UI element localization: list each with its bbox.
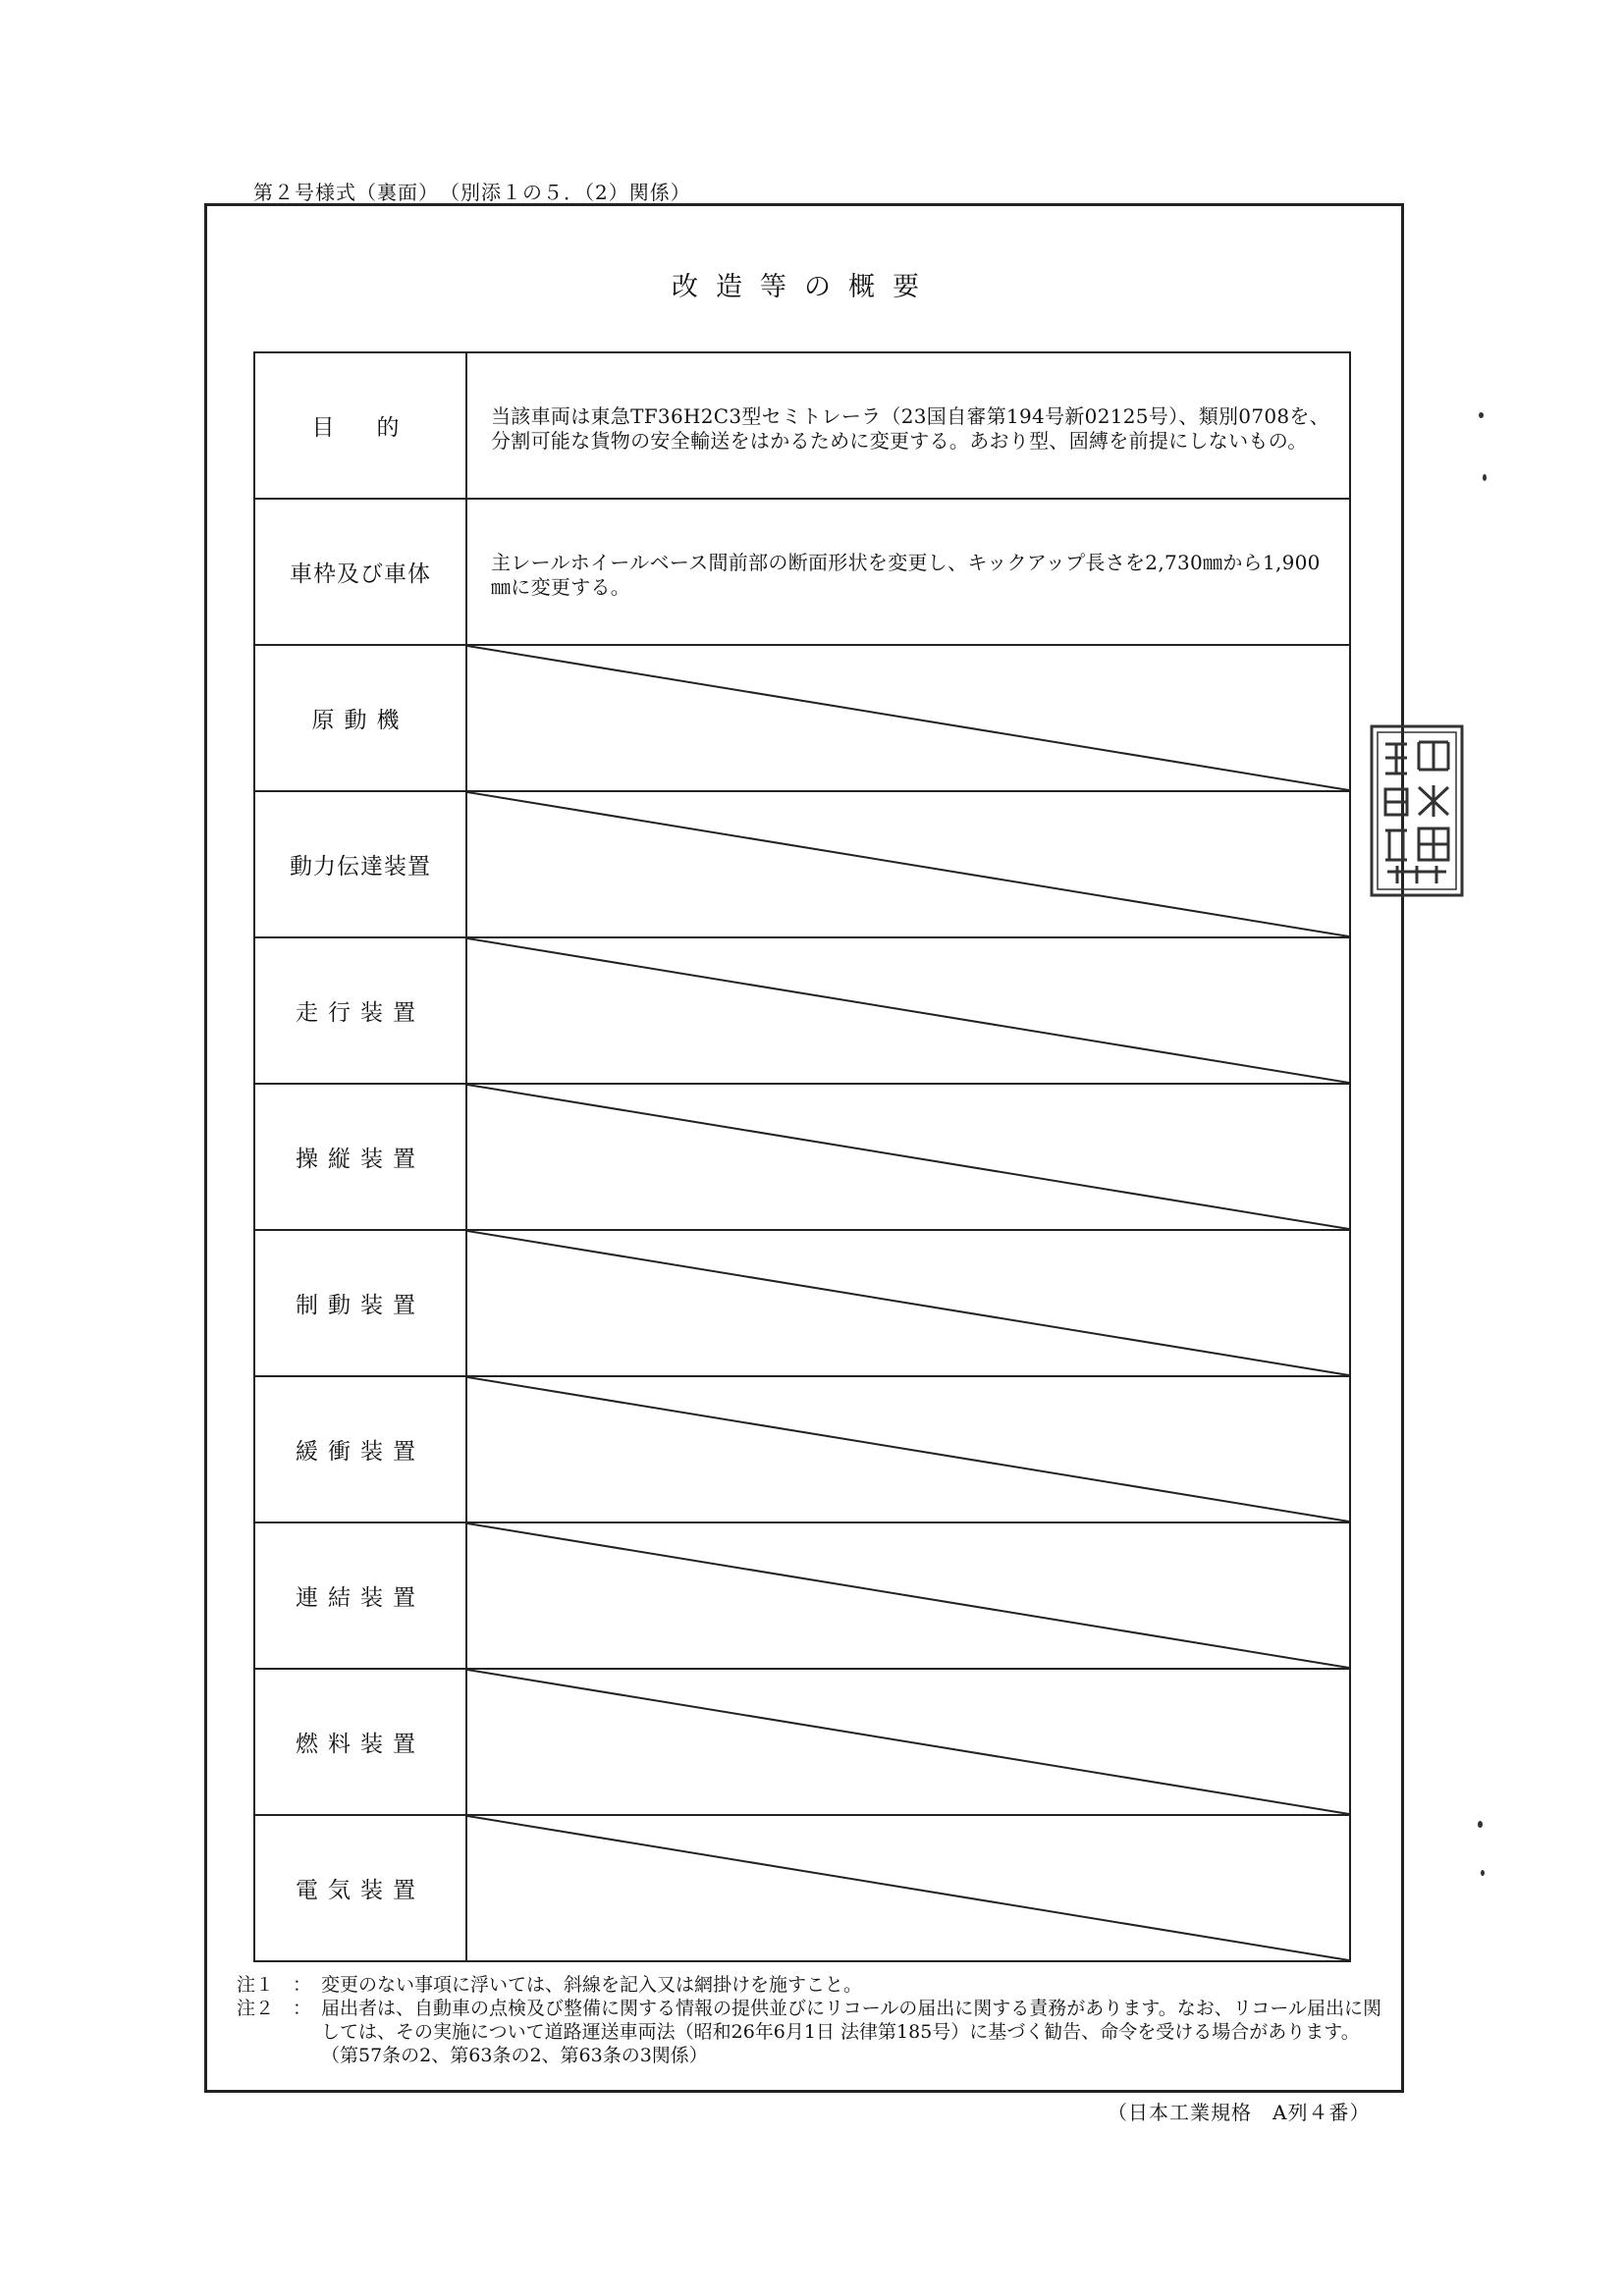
seal-stamp-icon (1368, 722, 1466, 899)
scan-speck (1478, 1821, 1483, 1828)
row-content-struck (466, 1084, 1350, 1230)
table-row-running-gear (254, 937, 1350, 1084)
paper-standard-label: （日本工業規格 A列４番） (1108, 2101, 1371, 2124)
row-label: 操縦装置 (254, 1084, 466, 1230)
scan-speck (1481, 1870, 1485, 1876)
table-row-suspension (254, 1376, 1350, 1522)
row-content-struck (466, 1522, 1350, 1669)
row-content (466, 499, 1350, 645)
form-frame (204, 203, 1404, 2093)
strike-slash (467, 792, 1349, 936)
row-label: 制動装置 (254, 1230, 466, 1376)
note-marker: 注２ ： (237, 1998, 312, 2019)
note-item (237, 1973, 1385, 1997)
row-label: 燃料装置 (254, 1669, 466, 1815)
strike-slash (467, 1377, 1349, 1522)
row-content-struck (466, 1815, 1350, 1961)
scan-speck (1479, 412, 1484, 418)
form-title: 改造等の概要 (672, 272, 937, 302)
table-row-engine (254, 645, 1350, 791)
strike-slash (467, 1231, 1349, 1375)
table-row-fuel (254, 1669, 1350, 1815)
strike-slash (467, 646, 1349, 790)
table-row-braking (254, 1230, 1350, 1376)
row-content-struck (466, 645, 1350, 791)
table-row-power-transmission (254, 791, 1350, 937)
table-row-coupling (254, 1522, 1350, 1669)
note-item (237, 1997, 1385, 2067)
scan-speck (1483, 474, 1487, 481)
row-content (466, 352, 1350, 499)
strike-slash (467, 938, 1349, 1083)
row-label: 目 的 (254, 352, 466, 499)
row-content-struck (466, 1376, 1350, 1522)
row-content-struck (466, 1669, 1350, 1815)
row-label: 動力伝達装置 (254, 791, 466, 937)
strike-slash (467, 1670, 1349, 1814)
table-row-steering (254, 1084, 1350, 1230)
row-label: 走行装置 (254, 937, 466, 1084)
strike-slash (467, 1816, 1349, 1960)
table-row-purpose (254, 352, 1350, 499)
row-content-struck (466, 1230, 1350, 1376)
note-marker: 注１ ： (237, 1974, 312, 1996)
row-label: 原動機 (254, 645, 466, 791)
row-label: 電気装置 (254, 1815, 466, 1961)
purpose-text: 当該車両は東急TF36H2C3型セミトレーラ（23国自審第194号新02125号）、類別0708を、分割可能な貨物の安全輸送をはかるために変更する。あおり型、固縛を前提にしないもの。 (491, 404, 1330, 453)
note-text: 届出者は、自動車の点検及び整備に関する情報の提供並びにリコールの届出に関する責務があります。なお、リコール届出に関しては、その実施について道路運送車両法（昭和26年6月1日 法律第185号）に基づく勧告、命令を受ける場合があります。（第57条の2、第63条の2、第63条の3関係） (321, 1998, 1381, 2066)
row-label: 緩衝装置 (254, 1376, 466, 1522)
modification-summary-table (253, 351, 1351, 1962)
strike-slash (467, 1523, 1349, 1668)
row-content-struck (466, 791, 1350, 937)
form-header-label: 第２号様式（裏面） （別添１の５．（2）関係） (253, 181, 691, 204)
table-row-frame-body (254, 499, 1350, 645)
notes-section (237, 1973, 1385, 2067)
strike-slash (467, 1085, 1349, 1229)
note-text: 変更のない事項に浮いては、斜線を記入又は網掛けを施すこと。 (321, 1974, 863, 1996)
row-label: 連結装置 (254, 1522, 466, 1669)
row-label: 車枠及び車体 (254, 499, 466, 645)
table-row-electrical (254, 1815, 1350, 1961)
frame-body-text: 主レールホイールベース間前部の断面形状を変更し、キックアップ長さを2,730㎜から1,900㎜に変更する。 (491, 551, 1321, 599)
row-content-struck (466, 937, 1350, 1084)
